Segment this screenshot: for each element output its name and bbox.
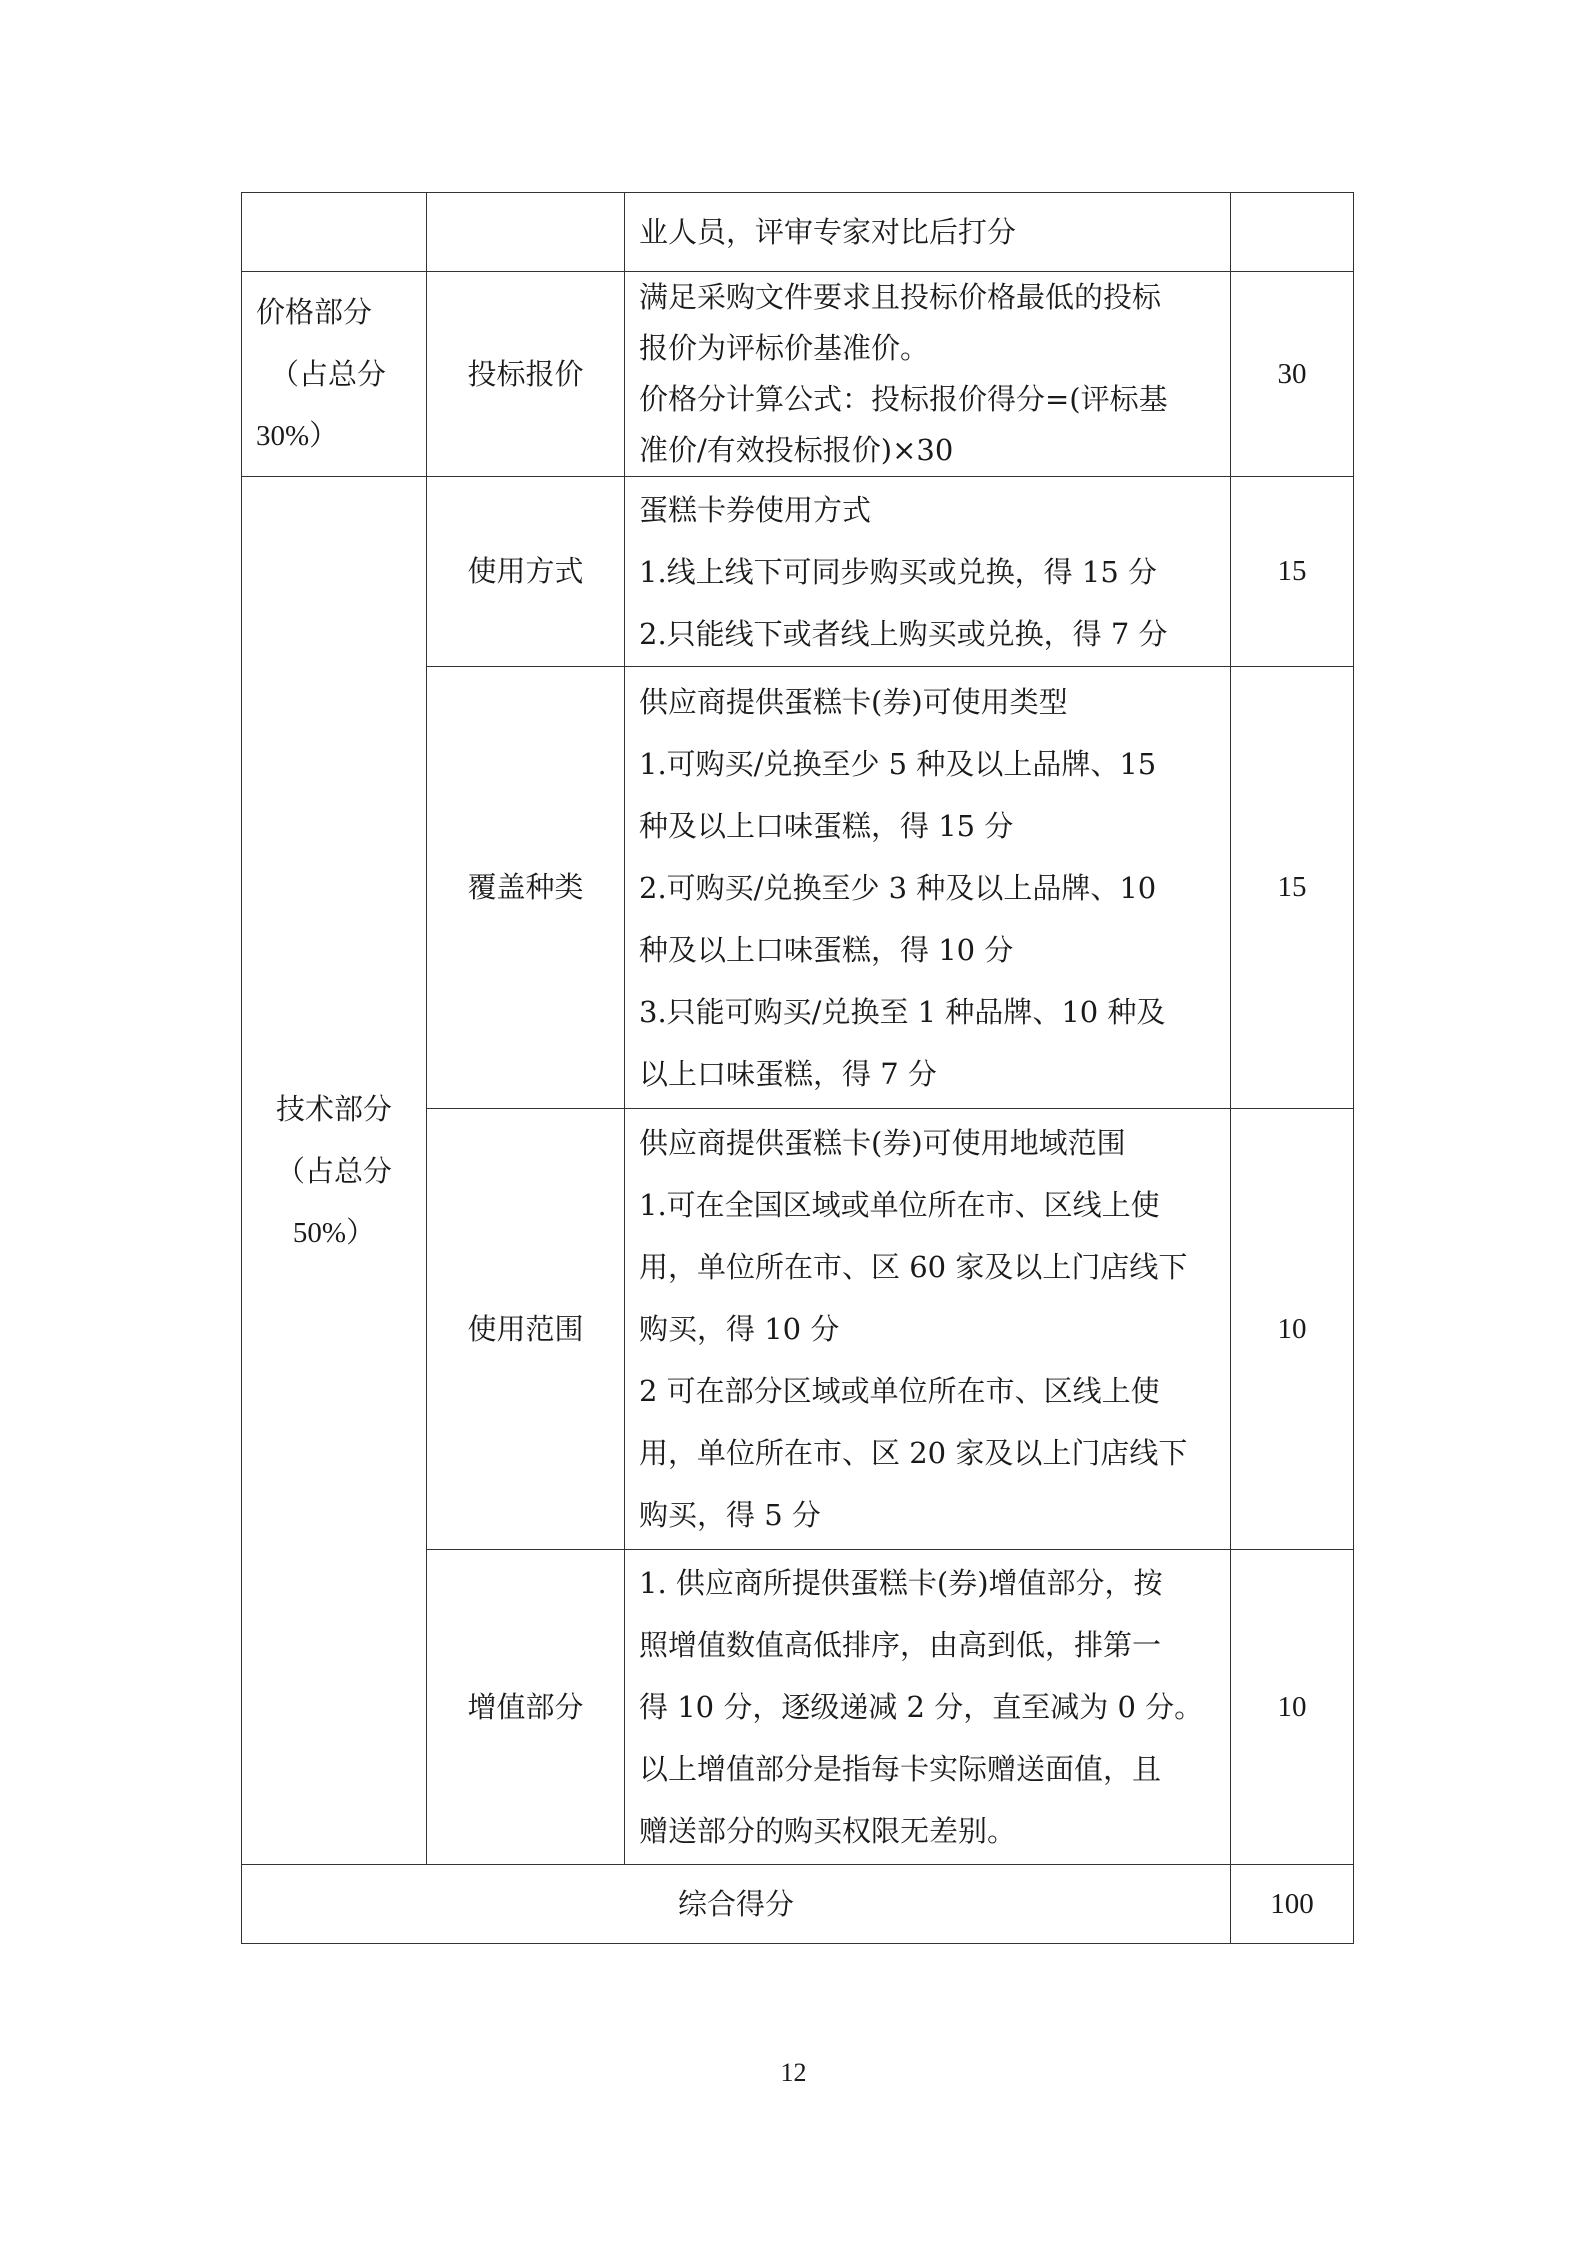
category-percent: 50%） <box>292 1216 376 1249</box>
criteria-line: 赠送部分的购买权限无差别。 <box>639 1814 1017 1848</box>
criteria-line: 2 可在部分区域或单位所在市、区线上使 <box>639 1374 1160 1408</box>
criteria-line: 购买，得 5 分 <box>639 1498 821 1532</box>
criteria-line: 种及以上口味蛋糕，得 10 分 <box>639 932 1014 967</box>
criteria-line: 用，单位所在市、区 60 家及以上门店线下 <box>639 1250 1188 1284</box>
points-cell-usage: 15 <box>1231 477 1354 667</box>
category-share: （占总分 <box>270 357 387 391</box>
criteria-line: 照增值数值高低排序，由高到低，排第一 <box>639 1628 1162 1662</box>
item-cell-coverage: 覆盖种类 <box>427 667 625 1109</box>
criteria-line: 购买，得 10 分 <box>639 1312 840 1346</box>
item-cell-value-added: 增值部分 <box>427 1550 625 1865</box>
scoring-table <box>241 192 1354 1944</box>
criteria-line: 1.可在全国区域或单位所在市、区线上使 <box>639 1188 1160 1222</box>
category-cell-price <box>242 272 427 477</box>
criteria-line: 用，单位所在市、区 20 家及以上门店线下 <box>639 1436 1188 1470</box>
points-cell-total: 100 <box>1231 1865 1354 1944</box>
criteria-line: 3.只能可购买/兑换至 1 种品牌、10 种及 <box>639 994 1166 1029</box>
points-cell-value-added: 10 <box>1231 1550 1354 1865</box>
criteria-line: 业人员，评审专家对比后打分 <box>639 214 1017 249</box>
criteria-line: 1. 供应商所提供蛋糕卡(券)增值部分，按 <box>639 1566 1163 1600</box>
criteria-line: 以上增值部分是指每卡实际赠送面值，且 <box>639 1752 1162 1786</box>
points-cell-price: 30 <box>1231 272 1354 477</box>
criteria-cell-continued <box>625 193 1231 272</box>
category-label: 技术部分 <box>275 1091 392 1126</box>
criteria-line: 得 10 分，逐级递减 2 分，直至减为 0 分。 <box>639 1690 1204 1724</box>
item-cell-range: 使用范围 <box>427 1109 625 1550</box>
criteria-line: 供应商提供蛋糕卡(券)可使用类型 <box>639 684 1068 719</box>
category-percent: 30%） <box>256 420 339 452</box>
table-row-price <box>242 272 1354 477</box>
criteria-cell-usage <box>625 477 1231 667</box>
criteria-line: 满足采购文件要求且投标价格最低的投标 <box>639 280 1162 314</box>
item-cell-empty <box>427 193 625 272</box>
item-cell-bid-price: 投标报价 <box>427 272 625 477</box>
criteria-cell-range <box>625 1109 1231 1550</box>
category-cell-tech <box>242 477 427 1865</box>
table-row-total <box>242 1865 1354 1944</box>
item-cell-usage: 使用方式 <box>427 477 625 667</box>
criteria-line: 以上口味蛋糕，得 7 分 <box>639 1056 937 1091</box>
table-row-continued <box>242 193 1354 272</box>
criteria-cell-price <box>625 272 1231 477</box>
points-cell-range: 10 <box>1231 1109 1354 1550</box>
category-label: 价格部分 <box>256 295 373 329</box>
category-cell-empty <box>242 193 427 272</box>
points-cell-coverage: 15 <box>1231 667 1354 1109</box>
criteria-line: 报价为评标价基准价。 <box>639 331 930 365</box>
total-label-cell: 综合得分 <box>242 1865 1231 1944</box>
criteria-line: 供应商提供蛋糕卡(券)可使用地域范围 <box>639 1126 1126 1160</box>
criteria-cell-value-added <box>625 1550 1231 1865</box>
points-cell-empty <box>1231 193 1354 272</box>
criteria-line: 种及以上口味蛋糕，得 15 分 <box>639 808 1014 843</box>
criteria-line: 蛋糕卡券使用方式 <box>639 492 872 527</box>
table-row-usage <box>242 477 1354 667</box>
criteria-line: 准价/有效投标报价)×30 <box>639 433 954 467</box>
criteria-line: 1.线上线下可同步购买或兑换，得 15 分 <box>639 554 1158 589</box>
criteria-line: 1.可购买/兑换至少 5 种及以上品牌、15 <box>639 746 1157 781</box>
criteria-line: 2.只能线下或者线上购买或兑换，得 7 分 <box>639 616 1168 651</box>
criteria-cell-coverage <box>625 667 1231 1109</box>
page-number: 12 <box>780 2058 807 2087</box>
criteria-line: 价格分计算公式：投标报价得分=(评标基 <box>639 382 1168 416</box>
criteria-line: 2.可购买/兑换至少 3 种及以上品牌、10 <box>639 870 1157 905</box>
category-share: （占总分 <box>275 1153 392 1188</box>
